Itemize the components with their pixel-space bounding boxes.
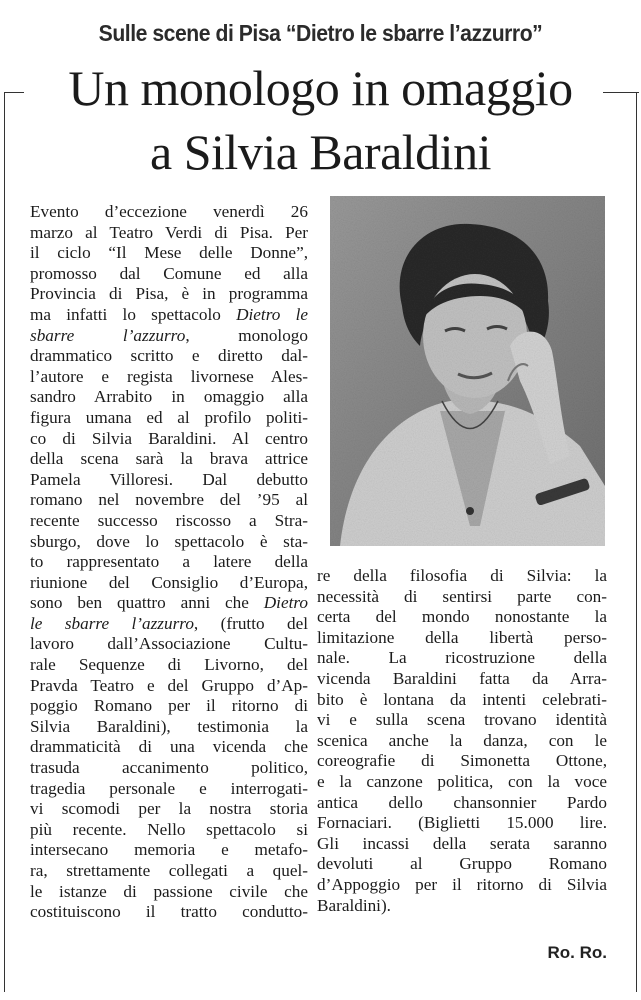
body-line: promosso dal Comune ed alla xyxy=(30,263,308,283)
frame-rule-left xyxy=(4,92,24,93)
body-line: costituiscono il tratto condutto- xyxy=(30,902,308,922)
author-signature: Ro. Ro. xyxy=(547,943,607,962)
body-line: Pamela Villoresi. Dal debutto xyxy=(30,469,308,489)
body-line: antica dello chansonnier Pardo xyxy=(317,792,607,812)
body-line: figura umana ed al profilo politi- xyxy=(30,407,308,427)
body-line: vi e sulla scena trovano identità xyxy=(317,710,607,730)
body-line: bito è lontana da intenti celebrati- xyxy=(317,689,607,709)
body-line: ma infatti lo spettacolo Dietro le xyxy=(30,304,308,324)
body-line: re della filosofia di Silvia: la xyxy=(317,566,607,585)
body-line: limitazione della libertà perso- xyxy=(317,627,607,647)
body-line: il ciclo “Il Mese delle Donne”, xyxy=(30,243,308,263)
body-line: l’autore e regista livornese Ales- xyxy=(30,366,308,386)
body-line: Evento d’eccezione venerdì 26 xyxy=(30,202,308,221)
portrait-photo xyxy=(330,196,605,546)
body-line: d’Appoggio per il ritorno di Silvia xyxy=(317,874,607,894)
body-line: co di Silvia Baraldini. Al centro xyxy=(30,428,308,448)
body-line: drammatico scritto e diretto dal- xyxy=(30,346,308,366)
body-line: coreografie di Simonetta Ottone, xyxy=(317,751,607,771)
body-line: vi scomodi per la nostra storia xyxy=(30,799,308,819)
body-line: sbarre l’azzurro, monologo xyxy=(30,325,308,345)
body-line: intersecano memoria e metafo- xyxy=(30,840,308,860)
body-line: necessità di sentirsi parte con- xyxy=(317,586,607,606)
body-line: trasuda accanimento politico, xyxy=(30,758,308,778)
body-line: nale. La ricostruzione della xyxy=(317,648,607,668)
frame-rule-left-vertical xyxy=(4,92,5,992)
body-line: lavoro dall’Associazione Cultu- xyxy=(30,634,308,654)
body-line: to rappresentato a latere della xyxy=(30,552,308,572)
body-line: Provincia di Pisa, è in programma xyxy=(30,284,308,304)
article-body-right xyxy=(317,566,607,916)
body-line: Gli incassi della serata saranno xyxy=(317,833,607,853)
body-line: rale Sequenze di Livorno, del xyxy=(30,655,308,675)
play-title: Dietro le xyxy=(236,304,308,324)
article-body-left xyxy=(30,202,308,923)
body-line: drammaticità di una vicenda che xyxy=(30,737,308,757)
frame-rule-right-vertical xyxy=(636,92,637,992)
body-line: sandro Arrabito in omaggio alla xyxy=(30,387,308,407)
body-line: sono ben quattro anni che Dietro xyxy=(30,593,308,613)
body-line: certa del mondo nonostante la xyxy=(317,607,607,627)
body-line: le sbarre l’azzurro, (frutto del xyxy=(30,613,308,633)
body-line: Fornaciari. (Biglietti 15.000 lire. xyxy=(317,813,607,833)
body-line: e la canzone politica, con la voce xyxy=(317,771,607,791)
portrait-photo-image xyxy=(330,196,605,546)
body-line: Pravda Teatro e del Gruppo d’Ap- xyxy=(30,675,308,695)
body-line: Baraldini). xyxy=(317,895,391,915)
body-line: marzo al Teatro Verdi di Pisa. Per xyxy=(30,222,308,242)
play-title: sbarre l’azzurro xyxy=(30,325,186,345)
body-line: poggio Romano per il ritorno di xyxy=(30,696,308,716)
body-line: tragedia personale e interrogati- xyxy=(30,778,308,798)
body-line: devoluti al Gruppo Romano xyxy=(317,854,607,874)
body-line: vicenda Baraldini fatta da Arra- xyxy=(317,668,607,688)
body-line: riunione del Consiglio d’Europa, xyxy=(30,572,308,592)
body-line: Silvia Baraldini), testimonia la xyxy=(30,716,308,736)
headline-line-2: a Silvia Baraldini xyxy=(150,124,491,180)
body-line: romano nel novembre del ’95 al xyxy=(30,490,308,510)
headline-line-1: Un monologo in omaggio xyxy=(68,60,573,116)
play-title: Dietro xyxy=(263,593,308,613)
body-line: più recente. Nello spettacolo si xyxy=(30,819,308,839)
frame-rule-right xyxy=(603,92,639,93)
body-line: ra, strettamente collegati a quel- xyxy=(30,861,308,880)
body-line: scenica anche la danza, con le xyxy=(317,730,607,750)
body-line: le istanze di passione civile che xyxy=(30,881,308,901)
article-kicker: Sulle scene di Pisa “Dietro le sbarre l’azzurro” xyxy=(98,20,543,46)
body-line: recente successo riscosso a Stra- xyxy=(30,510,308,530)
body-line: sburgo, dove lo spettacolo è sta- xyxy=(30,531,308,551)
play-title: le sbarre l’azzurro xyxy=(30,613,194,633)
body-line: della scena sarà la brava attrice xyxy=(30,449,308,469)
